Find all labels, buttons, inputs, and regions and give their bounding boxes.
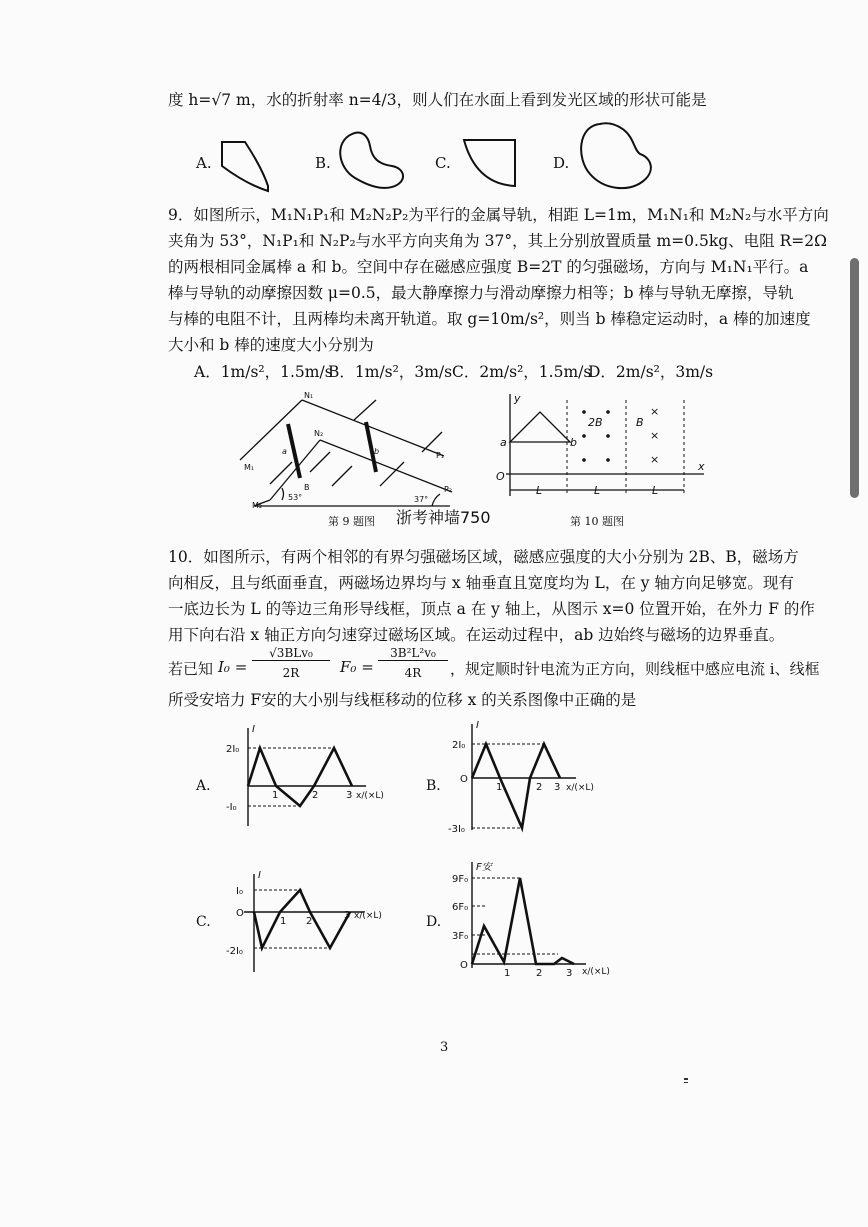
graph-a-curve [248,748,352,806]
graph-d [426,858,626,978]
label-a: a [282,447,287,456]
q8-option-c-label: C. [435,154,451,172]
field-arrow [270,462,292,484]
rod-a [288,424,300,478]
label-b: b [374,447,380,456]
svg-text:6F₀: 6F₀ [452,902,469,913]
svg-text:O: O [460,774,468,785]
svg-text:3: 3 [344,910,351,921]
svg-text:x/(×L): x/(×L) [566,783,594,793]
vertex-a-label: a [500,436,507,449]
graph-d-curve [472,878,574,964]
label-n1: N₁ [304,391,314,400]
graph-d-label: D. [426,914,442,930]
width-label: L [652,484,659,497]
field-2b-label: 2B [588,416,603,429]
width-label: L [594,484,601,497]
svg-text:I₀: I₀ [236,886,243,897]
svg-text:O: O [236,908,244,919]
svg-text:3: 3 [566,968,573,979]
q9-option-c: C．2m/s²，1.5m/s [452,363,592,381]
svg-text:2: 2 [536,782,543,793]
q8-shape-c [464,140,515,186]
field-b-label: B [636,416,644,429]
q8-option-a-label: A. [196,154,212,172]
q10-last-line: 所受安培力 F安的大小别与线框移动的位移 x 的关系图像中正确的是 [168,691,637,709]
label-field: B [304,483,310,492]
svg-text:×: × [650,405,660,418]
angle-arc-37 [432,494,440,506]
svg-text:3F₀: 3F₀ [452,931,469,942]
field-arrow [310,452,330,472]
graph-c-label: C. [196,914,211,930]
graph-b-curve [472,744,560,828]
rail-n2p2 [320,440,452,492]
svg-text:-3I₀: -3I₀ [448,824,465,835]
svg-text:2: 2 [312,790,319,801]
label-angle-53: 53° [288,493,303,502]
graph-b [426,718,626,838]
svg-text:×: × [650,453,660,466]
label-p1: P₁ [436,451,445,460]
q8-option-b-label: B. [315,154,331,172]
field-arrow [332,466,352,486]
svg-text:I: I [252,724,255,735]
label-n2: N₂ [314,429,324,438]
svg-text:1: 1 [496,782,503,793]
q9-line: 9．如图所示，M₁N₁P₁和 M₂N₂P₂为平行的金属导轨，相距 L=1m，M₁N₁和 M₂N₂与水平方向 [168,206,829,224]
svg-text:x/(×L): x/(×L) [582,967,610,977]
svg-text:9F₀: 9F₀ [452,874,469,885]
svg-text:I: I [258,870,261,881]
q10-line: 10．如图所示，有两个相邻的有界匀强磁场区域，磁感应强度的大小分别为 2B、B，磁场方 [168,548,799,566]
svg-text:-I₀: -I₀ [226,802,237,813]
svg-text:O: O [460,960,468,971]
graph-c-curve [254,890,350,948]
svg-text:×: × [650,429,660,442]
label-angle-37: 37° [414,495,429,504]
graph-a-label: A. [196,778,211,794]
q8-option-d-label: D. [553,154,570,172]
q9-line: 与棒的电阻不计，且两棒均未离开轨道。取 g=10m/s²，则当 b 棒稳定运动时，a 棒的加速度 [168,310,811,328]
q10-line: 用下向右沿 x 轴正方向匀速穿过磁场区域。在运动过程中，ab 边始终与磁场的边界垂直。 [168,626,785,644]
fig10-field-diagram [492,390,712,520]
svg-text:2: 2 [536,968,543,979]
q9-option-a: A．1m/s²，1.5m/s [194,363,333,381]
label-m1: M₁ [244,463,255,472]
fig10-caption: 第 10 题图 [570,515,624,528]
svg-text:1: 1 [280,916,287,927]
q9-line: 棒与导轨的动摩擦因数 μ=0.5，最大静摩擦力与滑动摩擦力相等；b 棒与导轨无摩擦，导轨 [168,284,794,302]
svg-text:1: 1 [504,968,511,979]
graph-c [196,868,396,978]
graph-b-label: B. [426,778,441,794]
svg-text:I: I [476,720,479,731]
svg-text:3: 3 [554,782,561,793]
page-number: 3 [440,1040,449,1055]
scrollbar[interactable] [850,258,859,498]
field-arrow [354,400,376,420]
q9-option-d: D．2m/s²，3m/s [588,363,714,381]
label-m2: M₂ [252,501,263,510]
q8-shape-b [340,133,403,188]
label-p2: P₂ [444,485,453,494]
scan-speck [684,1078,688,1080]
svg-text:1: 1 [272,790,279,801]
field-arrow [422,432,442,452]
angle-arc-53 [282,488,284,500]
exam-page: 度 h=√7 m，水的折射率 n=4/3，则人们在水面上看到发光区域的形状可能是 A. B. C. D. 9．如图所示，M₁N₁P₁和 M₂N₂P₂为平行的金属导轨，相距 L=1m，M₁N₁和 M₂N₂与水平方向 夹角为 53°，N₁P₁和 N₂P₂与水平方向夹角为 37°，其上分别放置质量 m=0.5kg、电阻 R=2Ω 的两根相同金属棒 a 和 b。空间中存在磁感应强度 B=2T 的匀强磁场，方向与 M₁N₁平行。a 棒与导轨的动摩擦因数 μ=0.5，最大静摩擦力与滑动摩擦力相等；b 棒与导轨无摩擦，导轨 与棒的电阻不计，且两棒均未离开轨道。取 g=10m/s²，则当 b 棒稳定运动时，a 棒的加速度 大小和 b 棒的速度大小分别为 A．1m/s²，1.5m/s B．1m/s²，3m/s C．2m/s²，1.5m/s D．2m/s²，3m/s N₁ N₂ M₁ M₂ P₁ P₂ a b B 53° 37° 第 9 题图 浙考神墙750 × × × y x O a b 2B B L L L 第 10 题图 10．如图所示，有两个相邻的有界匀强磁场区域，磁感应强度的大小分别为 2B、B，磁场方 向相反，且与纸面垂直，两磁场边界均与 x 轴垂直且宽度均为 L，在 y 轴方向足够宽。现有 一底边长为 L 的等边三角形导线框，顶点 a 在 y 轴上，从图示 x=0 位置开始，在外力 F 的作 用下向右沿 x 轴正方向匀速穿过磁场区域。在运动过程中，ab 边始终与磁场的边界垂直。 若已知 I₀ = √3BLv₀ 2R F₀ = 3B²L²v₀ 4R ，规定顺时针电流为正方向，则线框中感应电流 i、线框 所受安培力 F安的大小别与线框移动的位移 x 的关系图像中正确的是 A. I 2I₀ -I₀ 1 2 3 x/(×L) B. I 2I₀ O -3I₀ 1 2 3 x/(×L) C. I I₀ O -2I₀ 1 2 3 x/(×L) D. F安 9F₀ 6F₀ 3F₀ O 1 2 3 x/(×L) 3 [0,0,868,1227]
q9-line: 的两根相同金属棒 a 和 b。空间中存在磁感应强度 B=2T 的匀强磁场，方向与 M₁N₁平行。a [168,258,809,276]
svg-text:3: 3 [346,790,353,801]
svg-text:x/(×L): x/(×L) [356,791,384,801]
fig9-caption: 第 9 题图 [328,515,375,528]
vertex-b-label: b [570,436,577,449]
q8-shapes [0,128,868,208]
width-label: L [536,484,543,497]
svg-text:F安: F安 [476,862,492,873]
q8-text: 度 h=√7 m，水的折射率 n=4/3，则人们在水面上看到发光区域的形状可能是 [168,91,707,109]
q9-option-b: B．1m/s²，3m/s [328,363,453,381]
q8-shape-d [581,123,651,188]
y-label: y [514,392,521,405]
graph-a [196,722,396,832]
q9-line: 夹角为 53°，N₁P₁和 N₂P₂与水平方向夹角为 37°，其上分别放置质量 m=0.5kg、电阻 R=2Ω [168,232,827,250]
scan-speck [684,1082,688,1083]
q10-line: 一底边长为 L 的等边三角形导线框，顶点 a 在 y 轴上，从图示 x=0 位置开始，在外力 F 的作 [168,600,815,618]
svg-text:2: 2 [306,916,313,927]
q10-text [168,544,815,648]
svg-text:-2I₀: -2I₀ [226,946,243,957]
q10-line: 向相反，且与纸面垂直，两磁场边界均与 x 轴垂直且宽度均为 L，在 y 轴方向足够宽。现有 [168,574,794,592]
q9-text [168,202,829,358]
origin-label: O [496,470,505,483]
triangle-frame [510,412,570,442]
svg-text:2I₀: 2I₀ [226,744,240,755]
svg-text:x/(×L): x/(×L) [354,911,382,921]
svg-text:2I₀: 2I₀ [452,740,466,751]
watermark: 浙考神墙750 [396,508,491,527]
q9-line: 大小和 b 棒的速度大小分别为 [168,336,374,354]
q8-shape-a [222,142,268,191]
x-label: x [698,460,705,473]
